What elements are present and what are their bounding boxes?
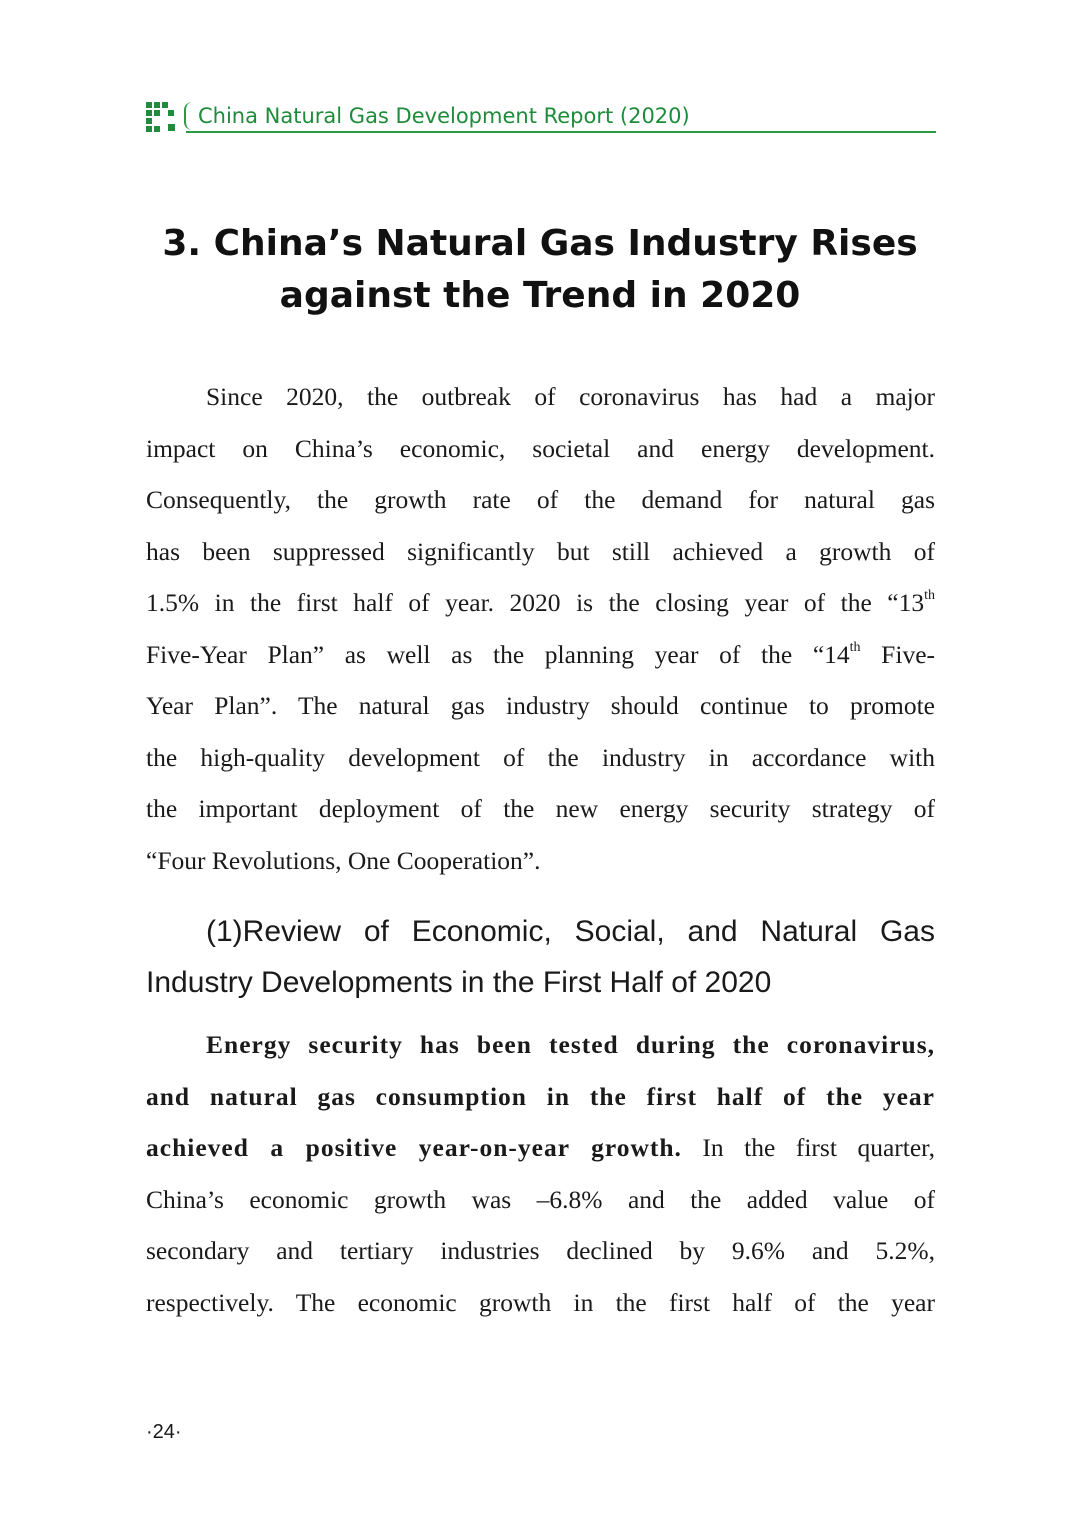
superscript: th [924,588,935,603]
paragraph-line: Since 2020, the outbreak of coronavirus has had a major [206,382,935,411]
page-number: ·24· [146,1421,182,1443]
paragraph-line: secondary and tertiary industries declined by 9.6% and 5.2%, [146,1236,935,1265]
paragraph-line: impact on China’s economic, societal and energy development. [146,433,935,463]
paragraph-line [146,577,935,629]
body-paragraph [146,1019,935,1328]
paragraph-line: the high-quality development of the industry in accordance with [146,742,935,772]
header-bracket [184,102,196,130]
paragraph-line: Energy security has been tested during the coronavirus, [206,1030,935,1059]
running-header [146,100,936,134]
chapter-title [110,218,970,322]
report-title: China Natural Gas Development Report (2020) [198,104,690,128]
intro-paragraph [146,371,935,886]
paragraph-line: and natural gas consumption in the first half of the year [146,1081,935,1111]
report-logo-icon [146,102,176,132]
paragraph-line: the important deployment of the new energy security strategy of [146,794,935,823]
line-text: 1.5% in the first half of year. 2020 is the closing year of the “13 [146,588,925,617]
subheading-line-1: (1)Review of Economic, Social, and Natural Gas [206,915,935,948]
subheading-line-2: Industry Developments in the First Half of 2020 [146,966,772,999]
paragraph-line [146,629,935,681]
chapter-title-line-2: against the Trend in 2020 [279,275,801,316]
paragraph-line: China’s economic growth was –6.8% and the added value of [146,1184,935,1214]
paragraph-line [146,1122,935,1174]
paragraph-line: Consequently, the growth rate of the demand for natural gas [146,485,935,514]
header-divider [186,131,936,133]
paragraph-line: has been suppressed significantly but still achieved a growth of [146,536,935,566]
paragraph-line: respectively. The economic growth in the first half of the year [146,1287,935,1317]
chapter-title-line-1: 3. China’s Natural Gas Industry Rises [162,223,918,264]
line-text: Five-Year Plan” as well as the planning year of the “14 [146,639,850,669]
paragraph-line: Year Plan”. The natural gas industry should continue to promote [146,691,935,720]
superscript: th [849,639,861,655]
line-text: In the first quarter, [681,1133,935,1162]
paragraph-line: “Four Revolutions, One Cooperation”. [146,845,541,875]
line-text: Five- [860,639,936,669]
bold-lead-text: achieved a positive year-on-year growth. [146,1133,682,1162]
section-subheading [146,906,935,1008]
